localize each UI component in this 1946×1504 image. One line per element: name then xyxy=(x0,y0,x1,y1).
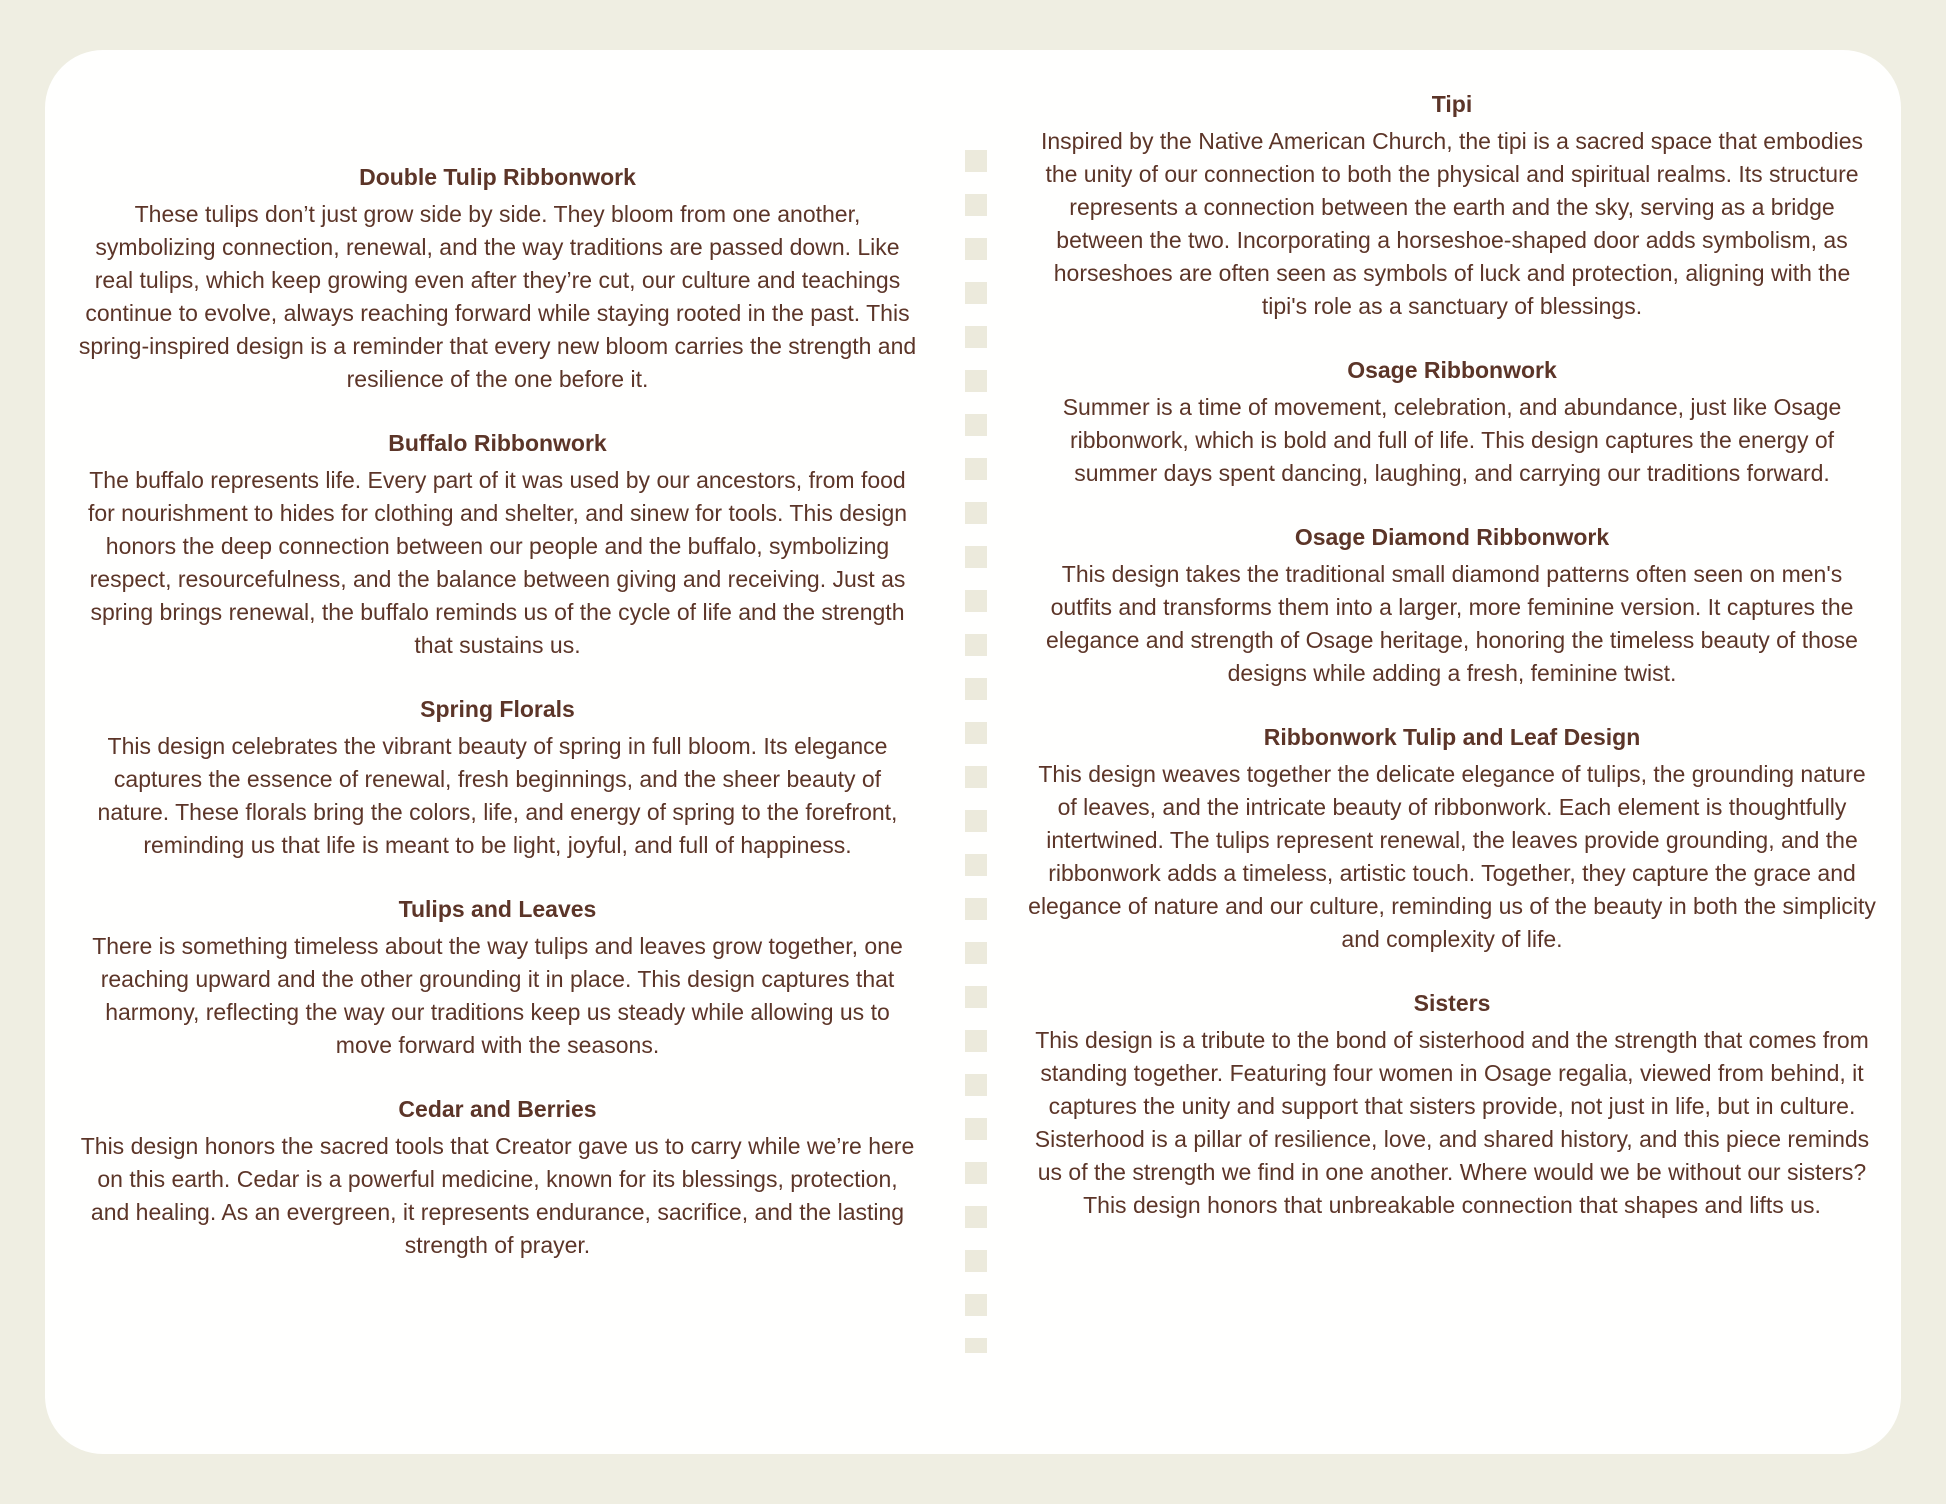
divider-square xyxy=(965,1338,987,1353)
design-section xyxy=(1028,521,1876,690)
divider-square xyxy=(965,546,987,568)
section-body: This design celebrates the vibrant beauty of spring in full bloom. Its elegance captures the essence of renewal, fresh beginnings, and the sheer beauty of nature. These florals bring the colors, life, and energy of spring to the forefront, reminding us that life is meant to be light, joyful, and full of happiness. xyxy=(97,733,898,858)
section-title: Double Tulip Ribbonwork xyxy=(359,164,636,190)
design-section xyxy=(1028,88,1876,323)
section-body: There is something timeless about the way tulips and leaves grow together, one reaching upward and the other grounding it in place. This design captures that harmony, reflecting the way our traditions keep us steady while allowing us to move forward with the seasons. xyxy=(92,933,903,1058)
section-body: Summer is a time of movement, celebration, and abundance, just like Osage ribbonwork, which is bold and full of life. This design captures the energy of summer days spent dancing, laughing, and carrying our traditions forward. xyxy=(1062,394,1842,486)
section-title: Tipi xyxy=(1431,91,1473,117)
section-body: Inspired by the Native American Church, the tipi is a sacred space that embodies the unity of our connection to both the physical and spiritual realms. Its structure represents a connection between the earth and the sky, serving as a bridge between the two. Incorporating a horseshoe-shaped door adds symbolism, as horseshoes are often seen as symbols of luck and protection, aligning with the tipi's role as a sanctuary of blessings. xyxy=(1040,128,1864,319)
divider-square xyxy=(965,1118,987,1140)
divider-square xyxy=(965,1030,987,1052)
section-title: Spring Florals xyxy=(420,696,575,722)
design-section xyxy=(75,161,920,396)
divider-square xyxy=(965,238,987,260)
divider-square xyxy=(965,502,987,524)
section-body: The buffalo represents life. Every part of it was used by our ancestors, from food for nourishment to hides for clothing and shelter, and sinew for tools. This design honors the deep connection between our people and the buffalo, symbolizing respect, resourcefulness, and the balance between giving and receiving. Just as spring brings renewal, the buffalo reminds us of the cycle of life and the strength that sustains us. xyxy=(87,467,908,658)
design-section xyxy=(1028,354,1876,490)
divider-square xyxy=(965,414,987,436)
divider-square xyxy=(965,766,987,788)
section-title: Cedar and Berries xyxy=(398,1096,597,1122)
divider-square xyxy=(965,1206,987,1228)
design-section xyxy=(75,893,920,1062)
design-section xyxy=(1028,721,1876,956)
divider-square xyxy=(965,370,987,392)
divider-square xyxy=(965,1162,987,1184)
divider-square xyxy=(965,986,987,1008)
section-body: This design takes the traditional small diamond patterns often seen on men's outfits and transforms them into a larger, more feminine version. It captures the elegance and strength of Osage heritage, honoring the timeless beauty of those designs while adding a fresh, feminine twist. xyxy=(1046,561,1858,686)
section-title: Ribbonwork Tulip and Leaf Design xyxy=(1263,724,1641,750)
divider-square xyxy=(965,590,987,612)
design-section xyxy=(75,1093,920,1262)
section-title: Osage Ribbonwork xyxy=(1347,357,1557,383)
section-title: Sisters xyxy=(1413,990,1491,1016)
section-body: This design weaves together the delicate elegance of tulips, the grounding nature of leaves, and the intricate beauty of ribbonwork. Each element is thoughtfully intertwined. The tulips represent renewal, the leaves provide grounding, and the ribbonwork adds a timeless, artistic touch. Together, they capture the grace and elegance of nature and our culture, reminding us of the beauty in both the simplicity and complexity of life. xyxy=(1028,761,1876,952)
design-section xyxy=(75,693,920,862)
divider-square xyxy=(965,678,987,700)
dotted-divider xyxy=(965,150,988,1353)
section-title: Tulips and Leaves xyxy=(398,896,597,922)
divider-square xyxy=(965,150,987,172)
section-body: These tulips don’t just grow side by side. They bloom from one another, symbolizing connection, renewal, and the way traditions are passed down. Like real tulips, which keep growing even after they’re cut, our culture and teachings continue to evolve, always reaching forward while staying rooted in the past. This spring-inspired design is a reminder that every new bloom carries the strength and resilience of the one before it. xyxy=(78,201,917,392)
section-body: This design honors the sacred tools that Creator gave us to carry while we’re here on this earth. Cedar is a powerful medicine, known for its blessings, protection, and healing. As an evergreen, it represents endurance, sacrifice, and the lasting strength of prayer. xyxy=(80,1133,915,1258)
divider-square xyxy=(965,854,987,876)
section-body: This design is a tribute to the bond of sisterhood and the strength that comes from standing together. Featuring four women in Osage regalia, viewed from behind, it captures the unity and support that sisters provide, not just in life, but in culture. Sisterhood is a pillar of resilience, love, and shared history, and this piece reminds us of the strength we find in one another. Where would we be without our sisters? This design honors that unbreakable connection that shapes and lifts us. xyxy=(1034,1027,1870,1218)
divider-square xyxy=(965,1074,987,1096)
divider-square xyxy=(965,898,987,920)
divider-square xyxy=(965,1294,987,1316)
section-title: Osage Diamond Ribbonwork xyxy=(1294,524,1610,550)
left-column xyxy=(75,161,920,1293)
divider-square xyxy=(965,1250,987,1272)
divider-square xyxy=(965,634,987,656)
design-section xyxy=(1028,987,1876,1222)
design-section xyxy=(75,427,920,662)
divider-square xyxy=(965,282,987,304)
divider-square xyxy=(965,458,987,480)
divider-square xyxy=(965,326,987,348)
divider-square xyxy=(965,810,987,832)
divider-square xyxy=(965,942,987,964)
page-card xyxy=(45,50,1901,1454)
right-column xyxy=(1028,88,1876,1253)
section-title: Buffalo Ribbonwork xyxy=(388,430,607,456)
divider-square xyxy=(965,194,987,216)
divider-square xyxy=(965,722,987,744)
